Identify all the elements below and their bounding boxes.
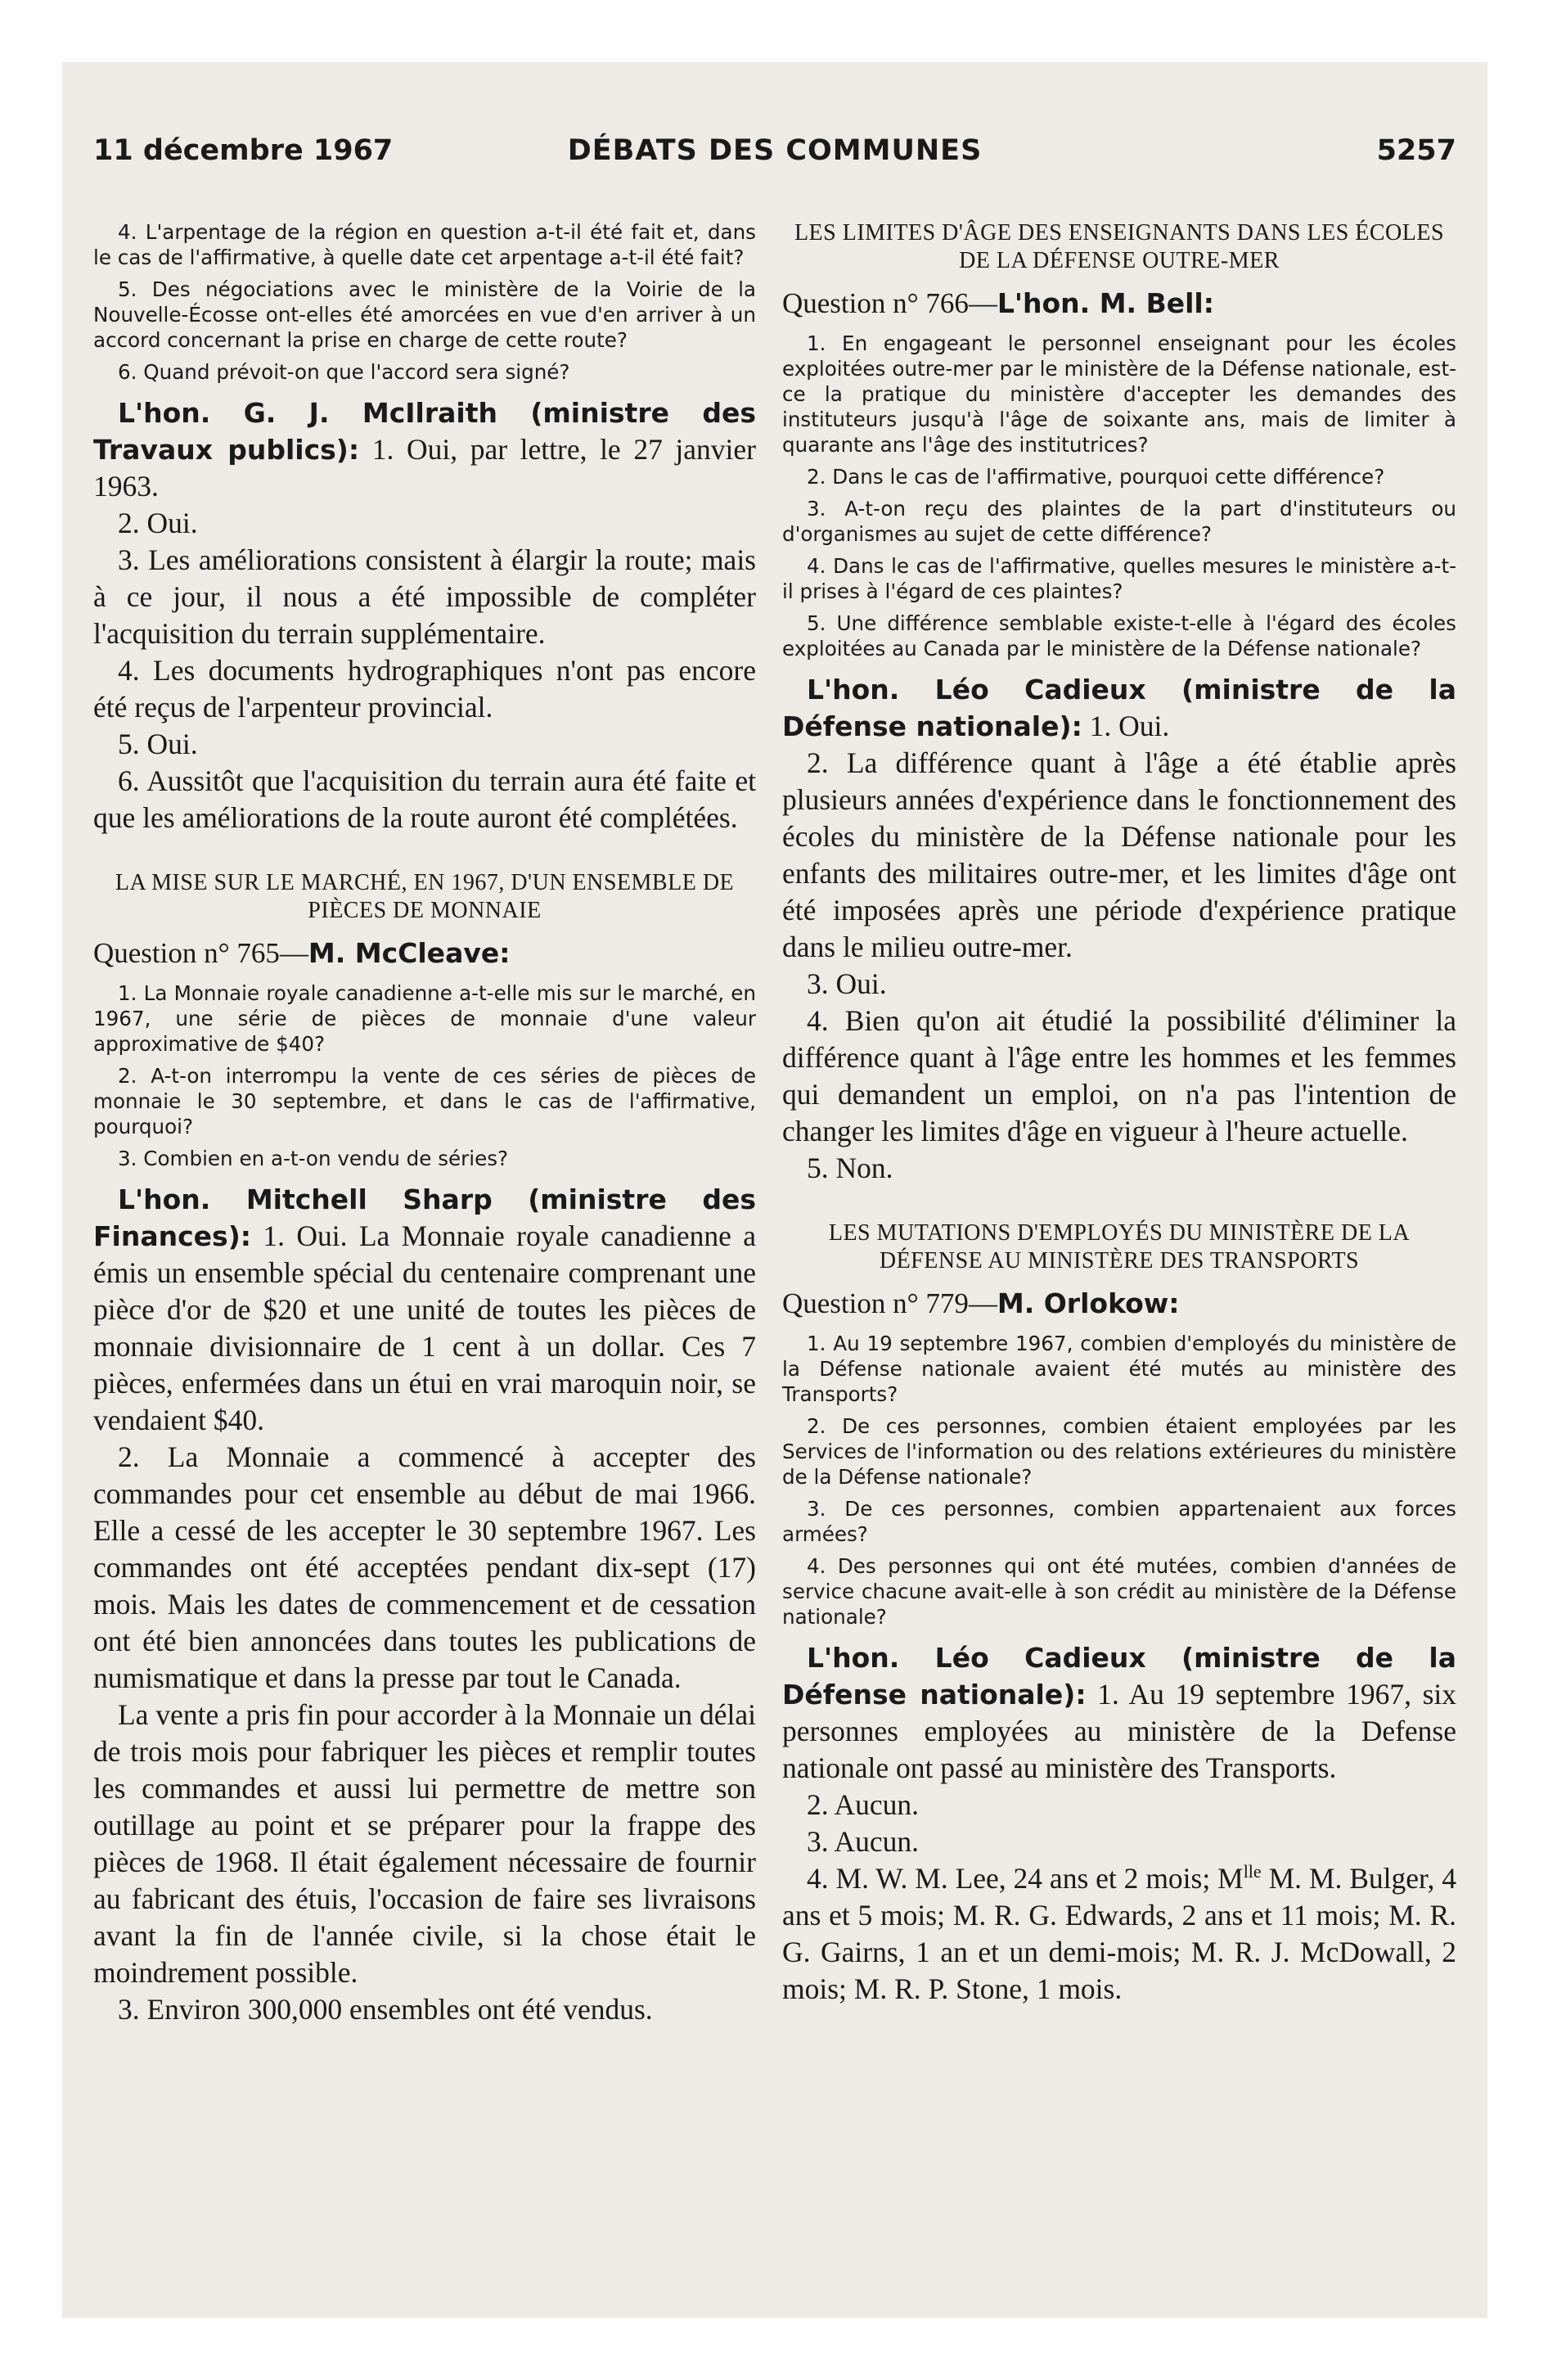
answer-text: 1. Oui, par lettre, le 27 janvier 1963. bbox=[93, 433, 756, 503]
question-item: 1. En engageant le personnel enseignant pour les écoles exploitées outre-mer par le ministère de la Défense nationale, est-ce la pratique du ministère d'accepter les demandes des instituteurs jusqu'à l'âge de soixante ans, mais de limiter à quarante ans l'âge des institutrices? bbox=[782, 331, 1456, 457]
question-line bbox=[782, 285, 1456, 322]
speaker-name: L'hon. Léo Cadieux (ministre de la Défense nationale): bbox=[782, 674, 1456, 742]
questioner-name: M. McCleave: bbox=[308, 937, 511, 969]
question-item: 4. L'arpentage de la région en question a-t-il été fait et, dans le cas de l'affirmative, à quelle date cet arpentage a-t-il été fait? bbox=[93, 220, 756, 269]
speaker-name: L'hon. G. J. McIlraith (ministre des Travaux publics): bbox=[93, 397, 756, 466]
answer-item: 4. Bien qu'on ait étudié la possibilité d'éliminer la différence quant à l'âge entre les hommes et les femmes qui demandent un emploi, on n'a pas l'intention de changer les limites d'âge en vigueur à l'heure actuelle. bbox=[782, 1004, 1456, 1147]
answer-item: 3. Environ 300,000 ensembles ont été vendus. bbox=[118, 1993, 653, 2026]
question-line bbox=[93, 935, 756, 972]
right-column bbox=[782, 219, 1456, 2008]
superscript: lle bbox=[1243, 1861, 1262, 1882]
answer-item: 2. Oui. bbox=[118, 507, 198, 539]
answer-item: 6. Aussitôt que l'acquisition du terrain aura été faite et que les améliorations de la route auront été complétées. bbox=[93, 764, 756, 834]
question-item: 4. Dans le cas de l'affirmative, quelles mesures le ministère a-t-il prises à l'égard de ces plaintes? bbox=[782, 554, 1456, 603]
answer-item: 3. Les améliorations consistent à élargir la route; mais à ce jour, il nous a été impossible de compléter l'acquisition du terrain supplémentaire. bbox=[93, 543, 756, 650]
header-page-number: 5257 bbox=[1376, 134, 1456, 167]
question-number: Question n° 766— bbox=[782, 287, 997, 319]
answer-text: 4. M. W. M. Lee, 24 ans et 2 mois; M bbox=[807, 1862, 1244, 1895]
question-item: 5. Des négociations avec le ministère de la Voirie de la Nouvelle-Écosse ont-elles été amorcées en vue d'en arriver à un accord concernant la prise en charge de cette route? bbox=[93, 277, 756, 352]
question-item: 3. Combien en a-t-on vendu de séries? bbox=[118, 1147, 509, 1170]
answer-item: 2. La différence quant à l'âge a été établie après plusieurs années d'expérience dans le fonctionnement des écoles du ministère de la Défense nationale pour les enfants des militaires outre-mer, et les limites d'âge ont été imposées après une période d'expérience pratique dans le milieu outre-mer. bbox=[782, 746, 1456, 963]
answer-item: 2. Aucun. bbox=[807, 1788, 920, 1821]
question-item: 3. De ces personnes, combien appartenaient aux forces armées? bbox=[782, 1497, 1456, 1546]
answer-paragraph bbox=[93, 1181, 756, 1439]
answer-paragraph bbox=[782, 1639, 1456, 1787]
answer-item: 2. La Monnaie a commencé à accepter des commandes pour cet ensemble au début de mai 1966. Elle a cessé de les accepter le 30 septembre 1967. Les commandes ont été acceptées pendant dix-sept (17) mois. Mais les dates de commencement et de cessation ont été bien annoncées dans toutes les publications de numismatique et dans la presse par tout le Canada. bbox=[93, 1440, 756, 1694]
question-item: 2. De ces personnes, combien étaient employées par les Services de l'information ou des relations extérieures du ministère de la Défense nationale? bbox=[782, 1414, 1456, 1489]
header-title: DÉBATS DES COMMUNES bbox=[567, 134, 983, 167]
questioner-name: L'hon. M. Bell: bbox=[997, 287, 1214, 319]
question-item: 6. Quand prévoit-on que l'accord sera signé? bbox=[118, 360, 570, 384]
answer-text: 1. Au 19 septembre 1967, six personnes employées au ministère de la Defense nationale ont passé au ministère des Transports. bbox=[782, 1678, 1456, 1784]
question-number: Question n° 765— bbox=[93, 937, 308, 969]
question-line bbox=[782, 1285, 1456, 1323]
answer-item: La vente a pris fin pour accorder à la Monnaie un délai de trois mois pour fabriquer les pièces et remplir toutes les commandes et aussi lui permettre de mettre son outillage au point et se préparer pour la frappe des pièces de 1968. Il était également nécessaire de fournir au fabricant des étuis, l'occasion de faire ses livraisons avant la fin de l'année civile, si la chose était le moindrement possible. bbox=[93, 1698, 756, 1989]
question-item: 2. A-t-on interrompu la vente de ces séries de pièces de monnaie le 30 septembre, et dans le cas de l'affirmative, pourquoi? bbox=[93, 1064, 756, 1138]
speaker-name: L'hon. Mitchell Sharp (ministre des Finances): bbox=[93, 1183, 756, 1252]
answer-item bbox=[782, 1860, 1456, 2008]
answer-item: 3. Aucun. bbox=[807, 1825, 920, 1858]
speaker-name: L'hon. Léo Cadieux (ministre de la Défense nationale): bbox=[782, 1642, 1456, 1711]
section-heading: LES LIMITES D'ÂGE DES ENSEIGNANTS DANS LES ÉCOLES DE LA DÉFENSE OUTRE-MER bbox=[794, 220, 1445, 273]
answer-paragraph bbox=[93, 394, 756, 505]
answer-item: 3. Oui. bbox=[807, 967, 887, 1000]
answer-item: 4. Les documents hydrographiques n'ont pas encore été reçus de l'arpenteur provincial. bbox=[93, 654, 756, 723]
question-item: 5. Une différence semblable existe-t-elle à l'égard des écoles exploitées au Canada par le ministère de la Défense nationale? bbox=[782, 611, 1456, 660]
left-column bbox=[93, 219, 756, 2028]
section-heading: LES MUTATIONS D'EMPLOYÉS DU MINISTÈRE DE LA DÉFENSE AU MINISTÈRE DES TRANSPORTS bbox=[828, 1220, 1411, 1273]
answer-item: 5. Non. bbox=[807, 1152, 893, 1184]
section-heading: LA MISE SUR LE MARCHÉ, EN 1967, D'UN ENSEMBLE DE PIÈCES DE MONNAIE bbox=[115, 870, 735, 923]
question-item: 3. A-t-on reçu des plaintes de la part d'instituteurs ou d'organismes au sujet de cette différence? bbox=[782, 497, 1456, 546]
header-date: 11 décembre 1967 bbox=[93, 134, 394, 167]
question-item: 4. Des personnes qui ont été mutées, combien d'années de service chacune avait-elle à son crédit au ministère de la Défense nationale? bbox=[782, 1554, 1456, 1629]
question-item: 2. Dans le cas de l'affirmative, pourquoi cette différence? bbox=[807, 465, 1385, 489]
question-number: Question n° 779— bbox=[782, 1287, 997, 1319]
answer-text: 1. Oui. La Monnaie royale canadienne a émis un ensemble spécial du centenaire comprenant une pièce d'or de $20 et une unité de toutes les pièces de monnaie divisionnaire de 1 cent à un dollar. Ces 7 pièces, enfermées dans un étui en vrai maroquin noir, se vendaient $40. bbox=[93, 1219, 756, 1436]
question-item: 1. Au 19 septembre 1967, combien d'employés du ministère de la Défense nationale avaient été mutés au ministère des Transports? bbox=[782, 1332, 1456, 1406]
running-header bbox=[62, 134, 1487, 183]
answer-paragraph bbox=[782, 671, 1456, 745]
questioner-name: M. Orlokow: bbox=[997, 1287, 1180, 1319]
answer-item: 5. Oui. bbox=[118, 728, 198, 760]
question-item: 1. La Monnaie royale canadienne a-t-elle mis sur le marché, en 1967, une série de pièces de monnaie d'une valeur approximative de $40? bbox=[93, 981, 756, 1056]
answer-text: M. M. Bulger, 4 ans et 5 mois; M. R. G. Edwards, 2 ans et 11 mois; M. R. G. Gairns, 1 an et un demi-mois; M. R. J. McDowall, 2 mois; M. R. P. Stone, 1 mois. bbox=[782, 1862, 1456, 2005]
document-page bbox=[62, 62, 1487, 2318]
answer-text: 1. Oui. bbox=[1082, 710, 1170, 742]
